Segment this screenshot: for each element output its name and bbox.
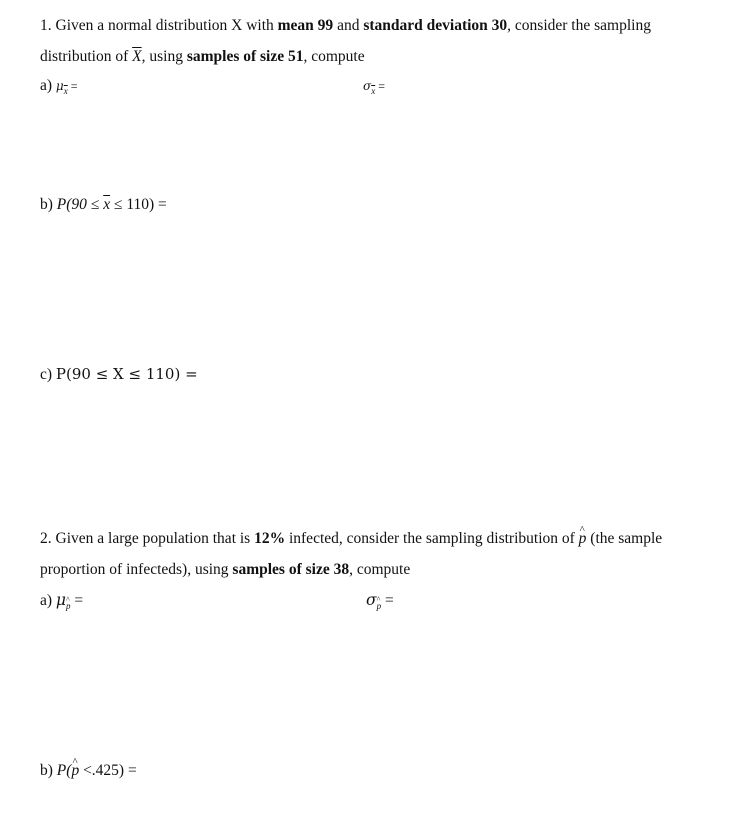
q2-line1 — [40, 529, 662, 549]
q1-line1 — [40, 16, 651, 36]
q1-line2-end: , compute — [303, 48, 365, 65]
q1-b-xbar: $\overline{x}$ — [103, 196, 111, 213]
q1-c-label: c) — [40, 366, 53, 383]
q2-size: samples of size 38 — [232, 561, 350, 578]
q2-sigma-equals: = — [381, 592, 394, 609]
q1-sigma-equals: = — [375, 79, 385, 93]
q2-sigma-a — [366, 590, 394, 612]
q2-pct: 12% — [254, 530, 286, 547]
q2-mu: μ — [55, 591, 66, 609]
q2-mu-equals: = — [70, 592, 84, 609]
q2-b-label: b) — [40, 762, 53, 779]
q1-part-b — [40, 195, 167, 215]
q2-b-phat: ^ p — [71, 761, 79, 781]
q1-mu-equals: = — [67, 79, 78, 93]
q2-part-b — [40, 761, 137, 781]
q1-part-c — [40, 364, 198, 385]
q1-sigma-a — [363, 76, 385, 97]
q1-b-label: b) — [40, 196, 53, 213]
q1-sigma: σ — [363, 79, 372, 93]
q1-line2-mid: , using — [141, 48, 187, 65]
q2-line2-end: , compute — [349, 561, 411, 578]
q1-sigma-sub: x — [371, 86, 376, 96]
q1-mu-sub: x — [63, 86, 68, 96]
q2-b-expr-end: <.425) = — [79, 762, 137, 779]
q2-mu-sub: ^ p — [66, 596, 71, 616]
q1-and: and — [333, 17, 364, 34]
q2-a-label: a) — [40, 592, 53, 609]
q1-sd: standard deviation 30 — [363, 17, 508, 34]
q1-b-expr-end: ≤ 110) = — [110, 196, 167, 213]
q1-intro: 1. Given a normal distribution X with — [40, 17, 278, 34]
q1-xbar: $\overline{X}$ — [132, 48, 142, 65]
q2-sigma-sub: ^ p — [377, 596, 382, 616]
q1-intro-end: , consider the sampling — [507, 17, 651, 34]
q1-part-a — [40, 76, 78, 97]
q1-size: samples of size 51 — [186, 48, 304, 65]
q2-line2-start: proportion of infecteds), using — [40, 561, 233, 578]
q2-intro-mid: infected, consider the sampling distribution of — [285, 530, 579, 547]
q1-c-expr: P(90 ≤ X ≤ 110) = — [55, 365, 198, 383]
q2-part-a — [40, 590, 83, 612]
q1-a-label: a) — [40, 77, 53, 94]
q2-phat: ^ p — [579, 529, 587, 549]
q1-line2 — [40, 47, 365, 67]
q2-b-expr-start: P( — [56, 762, 72, 779]
q1-line2-start: distribution of — [40, 48, 133, 65]
q2-sigma: σ — [366, 591, 377, 609]
q2-intro-end: (the sample — [586, 530, 663, 547]
q2-line2 — [40, 560, 410, 580]
q1-b-expr-start: P(90 ≤ — [56, 196, 104, 213]
q1-mu: μ — [55, 79, 64, 93]
q1-mean: mean 99 — [277, 17, 334, 34]
q2-intro: 2. Given a large population that is — [40, 530, 255, 547]
